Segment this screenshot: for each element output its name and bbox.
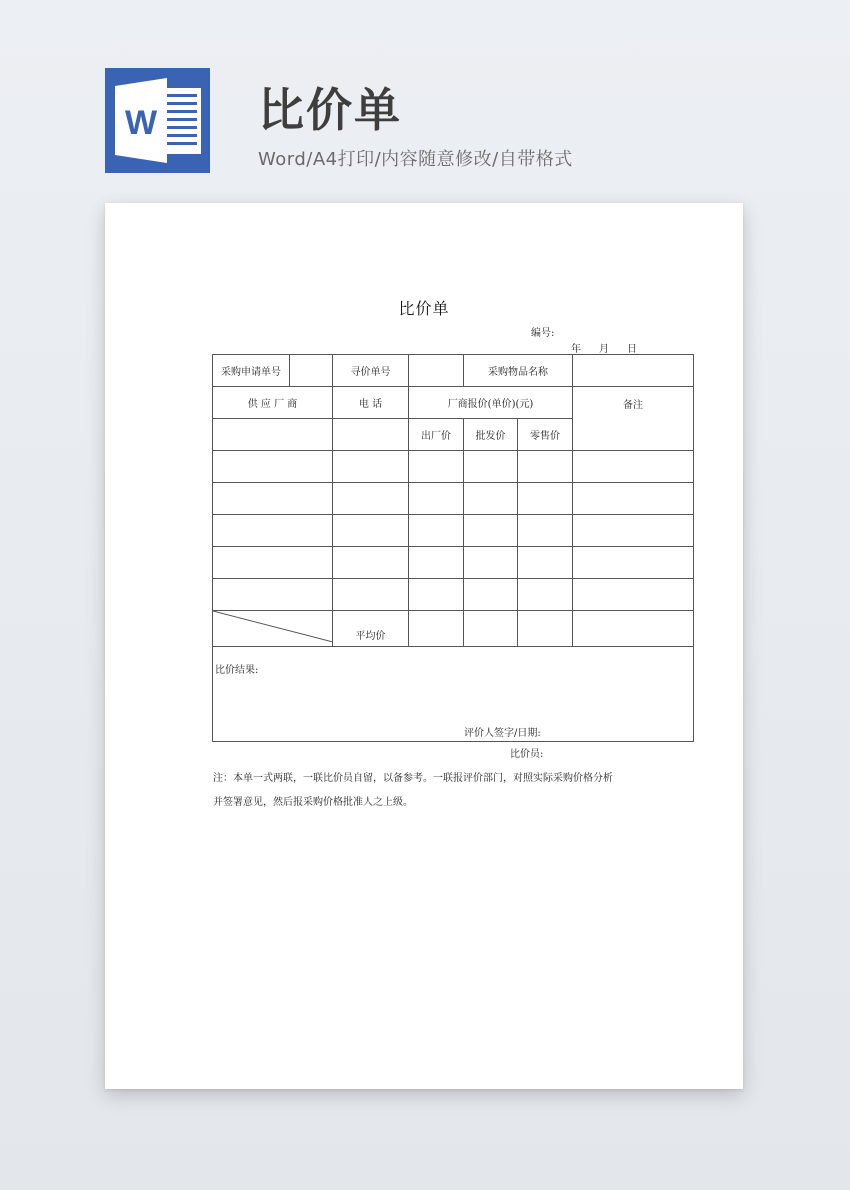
phone-header: 电 话 xyxy=(333,387,409,419)
table-cell[interactable] xyxy=(409,515,464,547)
table-cell[interactable] xyxy=(573,483,694,515)
serial-number-label: 编号: xyxy=(531,328,555,339)
table-cell[interactable] xyxy=(213,515,333,547)
table-cell[interactable] xyxy=(464,515,518,547)
table-cell[interactable] xyxy=(518,611,573,647)
table-cell[interactable] xyxy=(213,547,333,579)
table-cell[interactable] xyxy=(518,451,573,483)
table-cell[interactable] xyxy=(333,547,409,579)
table-row xyxy=(213,611,694,647)
document-title: 比价单 xyxy=(398,299,450,318)
evaluator-signature-label: 评价人签字/日期: xyxy=(464,728,541,739)
table-cell[interactable] xyxy=(409,451,464,483)
retail-header: 零售价 xyxy=(518,419,573,451)
quote-header: 厂商报价(单价)(元) xyxy=(409,387,573,419)
diagonal-line xyxy=(213,611,333,642)
table-cell[interactable] xyxy=(573,579,694,611)
item-name-value[interactable] xyxy=(573,355,694,387)
table-cell[interactable] xyxy=(464,483,518,515)
table-row xyxy=(213,579,694,611)
table-cell[interactable] xyxy=(213,579,333,611)
table-cell[interactable] xyxy=(333,579,409,611)
table-row xyxy=(213,387,694,419)
table-cell[interactable] xyxy=(464,451,518,483)
table-cell[interactable] xyxy=(464,611,518,647)
table-cell[interactable] xyxy=(409,483,464,515)
table-cell[interactable] xyxy=(409,611,464,647)
table-cell[interactable] xyxy=(518,515,573,547)
note-line-2: 并签署意见，然后报采购价格批准人之上级。 xyxy=(213,797,413,808)
table-cell[interactable] xyxy=(518,579,573,611)
supplier-header: 供 应 厂 商 xyxy=(213,387,333,419)
table-cell[interactable] xyxy=(213,451,333,483)
note-line-1: 注：本单一式两联，一联比价员自留，以备参考。一联报评价部门，对照实际采购价格分析 xyxy=(213,773,613,784)
comparer-label: 比价员: xyxy=(510,749,544,760)
table-cell[interactable] xyxy=(213,483,333,515)
date-day: 日 xyxy=(627,344,637,355)
table-cell[interactable] xyxy=(409,547,464,579)
table-cell[interactable] xyxy=(464,579,518,611)
ex-factory-header: 出厂价 xyxy=(409,419,464,451)
table-cell[interactable] xyxy=(333,451,409,483)
item-name-label: 采购物品名称 xyxy=(464,355,573,387)
table-row xyxy=(213,451,694,483)
table-cell[interactable] xyxy=(409,579,464,611)
table-cell[interactable] xyxy=(518,547,573,579)
page-heading: 比价单 xyxy=(258,83,402,137)
table-row xyxy=(213,355,694,387)
purchase-request-no-label: 采购申请单号 xyxy=(213,355,290,387)
table-cell[interactable] xyxy=(573,451,694,483)
table-cell[interactable] xyxy=(573,515,694,547)
average-label: 平均价 xyxy=(333,611,409,647)
comparison-table xyxy=(212,354,694,742)
table-cell[interactable] xyxy=(333,515,409,547)
purchase-request-no-value[interactable] xyxy=(290,355,333,387)
table-row xyxy=(213,547,694,579)
table-row xyxy=(213,515,694,547)
result-label: 比价结果: xyxy=(215,665,259,676)
result-cell[interactable] xyxy=(213,647,694,742)
logo-letter: W xyxy=(124,104,158,142)
table-cell[interactable] xyxy=(573,611,694,647)
table-cell[interactable] xyxy=(518,483,573,515)
diagonal-cell xyxy=(213,611,333,647)
date-line xyxy=(571,340,637,355)
date-month: 月 xyxy=(599,344,609,355)
remark-header: 备注 xyxy=(573,387,694,451)
document-page xyxy=(105,203,743,1089)
table-row xyxy=(213,647,694,742)
page-subheading: Word/A4打印/内容随意修改/自带格式 xyxy=(258,149,573,170)
table-cell[interactable] xyxy=(333,419,409,451)
date-year: 年 xyxy=(571,344,581,355)
table-cell[interactable] xyxy=(573,547,694,579)
table-cell[interactable] xyxy=(213,419,333,451)
table-row xyxy=(213,483,694,515)
table-cell[interactable] xyxy=(464,547,518,579)
wholesale-header: 批发价 xyxy=(464,419,518,451)
word-logo-icon xyxy=(105,68,210,173)
table-cell[interactable] xyxy=(333,483,409,515)
inquiry-no-label: 寻价单号 xyxy=(333,355,409,387)
inquiry-no-value[interactable] xyxy=(409,355,464,387)
